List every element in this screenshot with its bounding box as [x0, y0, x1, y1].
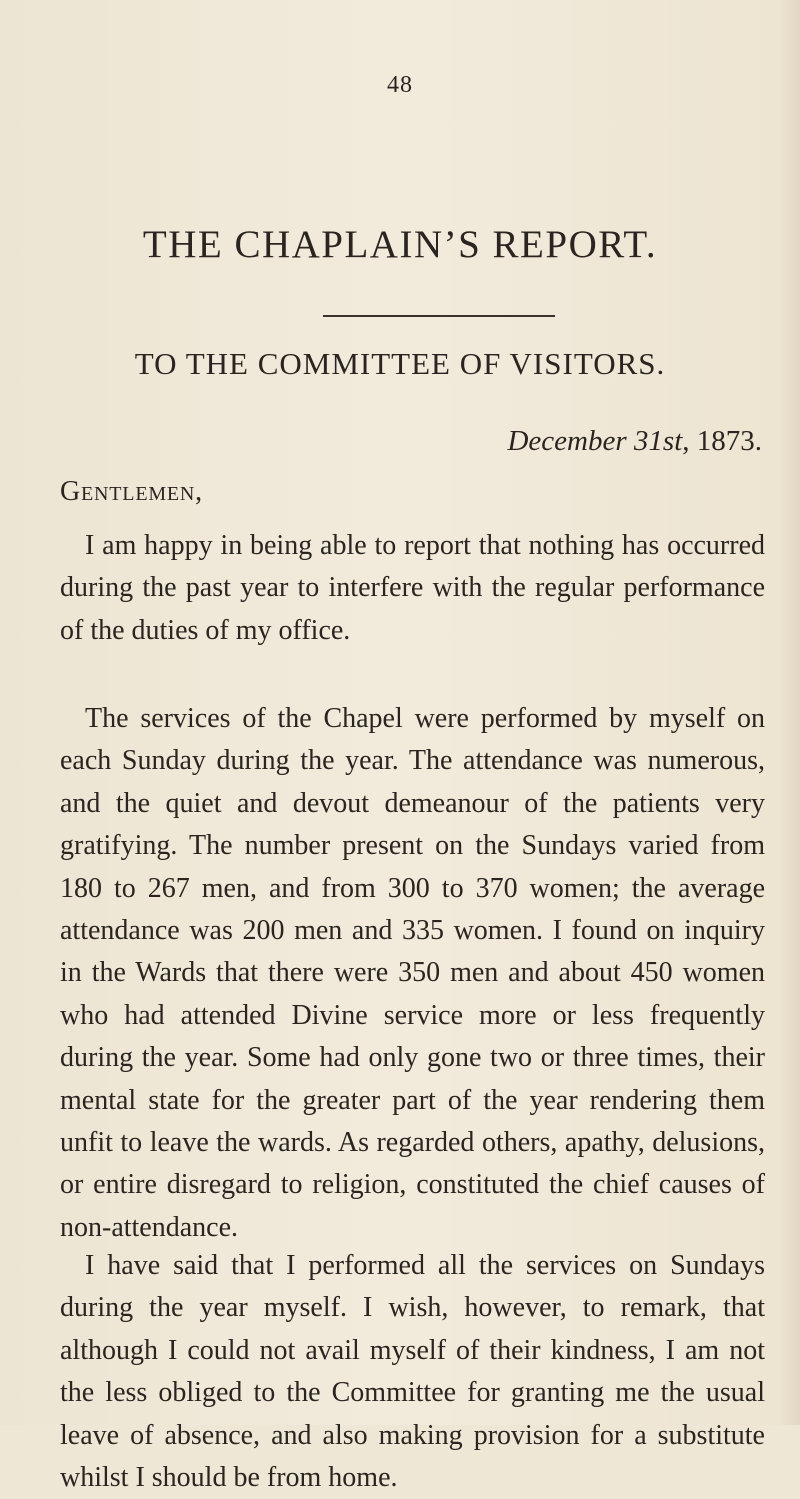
page-number: 48: [387, 72, 413, 98]
paragraph-3: I have said that I performed all the services on Sundays during the year myself. I wish, however, to remark, that although I could not avail myself of their kindness, I am not the less obliged to the Committee for granting me the usual leave of absence, and also making provision for a substitute whilst I should be from home.: [60, 1250, 765, 1494]
paragraph-1: I am happy in being able to report that nothing has occurred during the past year to interfere with the regular performance of the duties of my office.: [60, 530, 765, 646]
salutation: Gentlemen,: [60, 476, 203, 507]
date-month: December: [507, 425, 627, 457]
page-edge-shadow: [778, 0, 800, 1425]
paragraph-2: The services of the Chapel were performed by myself on each Sunday during the year. The attendance was numerous, and the quiet and devout demeanour of the patients very gratifying. The number present on the Sundays varied from 180 to 267 men, and from 300 to 370 women; the average attendance was 200 men and 335 women. I found on inquiry in the Wards that there were 350 men and about 450 women who had attended Divine service more or less frequently during the year. Some had only gone two or three times, their mental state for the greater part of the year rendering them unfit to leave the wards. As regarded others, apathy, delusions, or entire disregard to religion, constituted the chief causes of non-attendance.: [60, 703, 765, 1243]
report-subtitle: TO THE COMMITTEE OF VISITORS.: [134, 346, 666, 381]
report-date: [0, 425, 762, 458]
report-title: THE CHAPLAIN’S REPORT.: [142, 223, 658, 266]
title-divider: [323, 315, 555, 317]
date-year: , 1873.: [682, 425, 762, 457]
date-day: 31st: [633, 425, 683, 457]
